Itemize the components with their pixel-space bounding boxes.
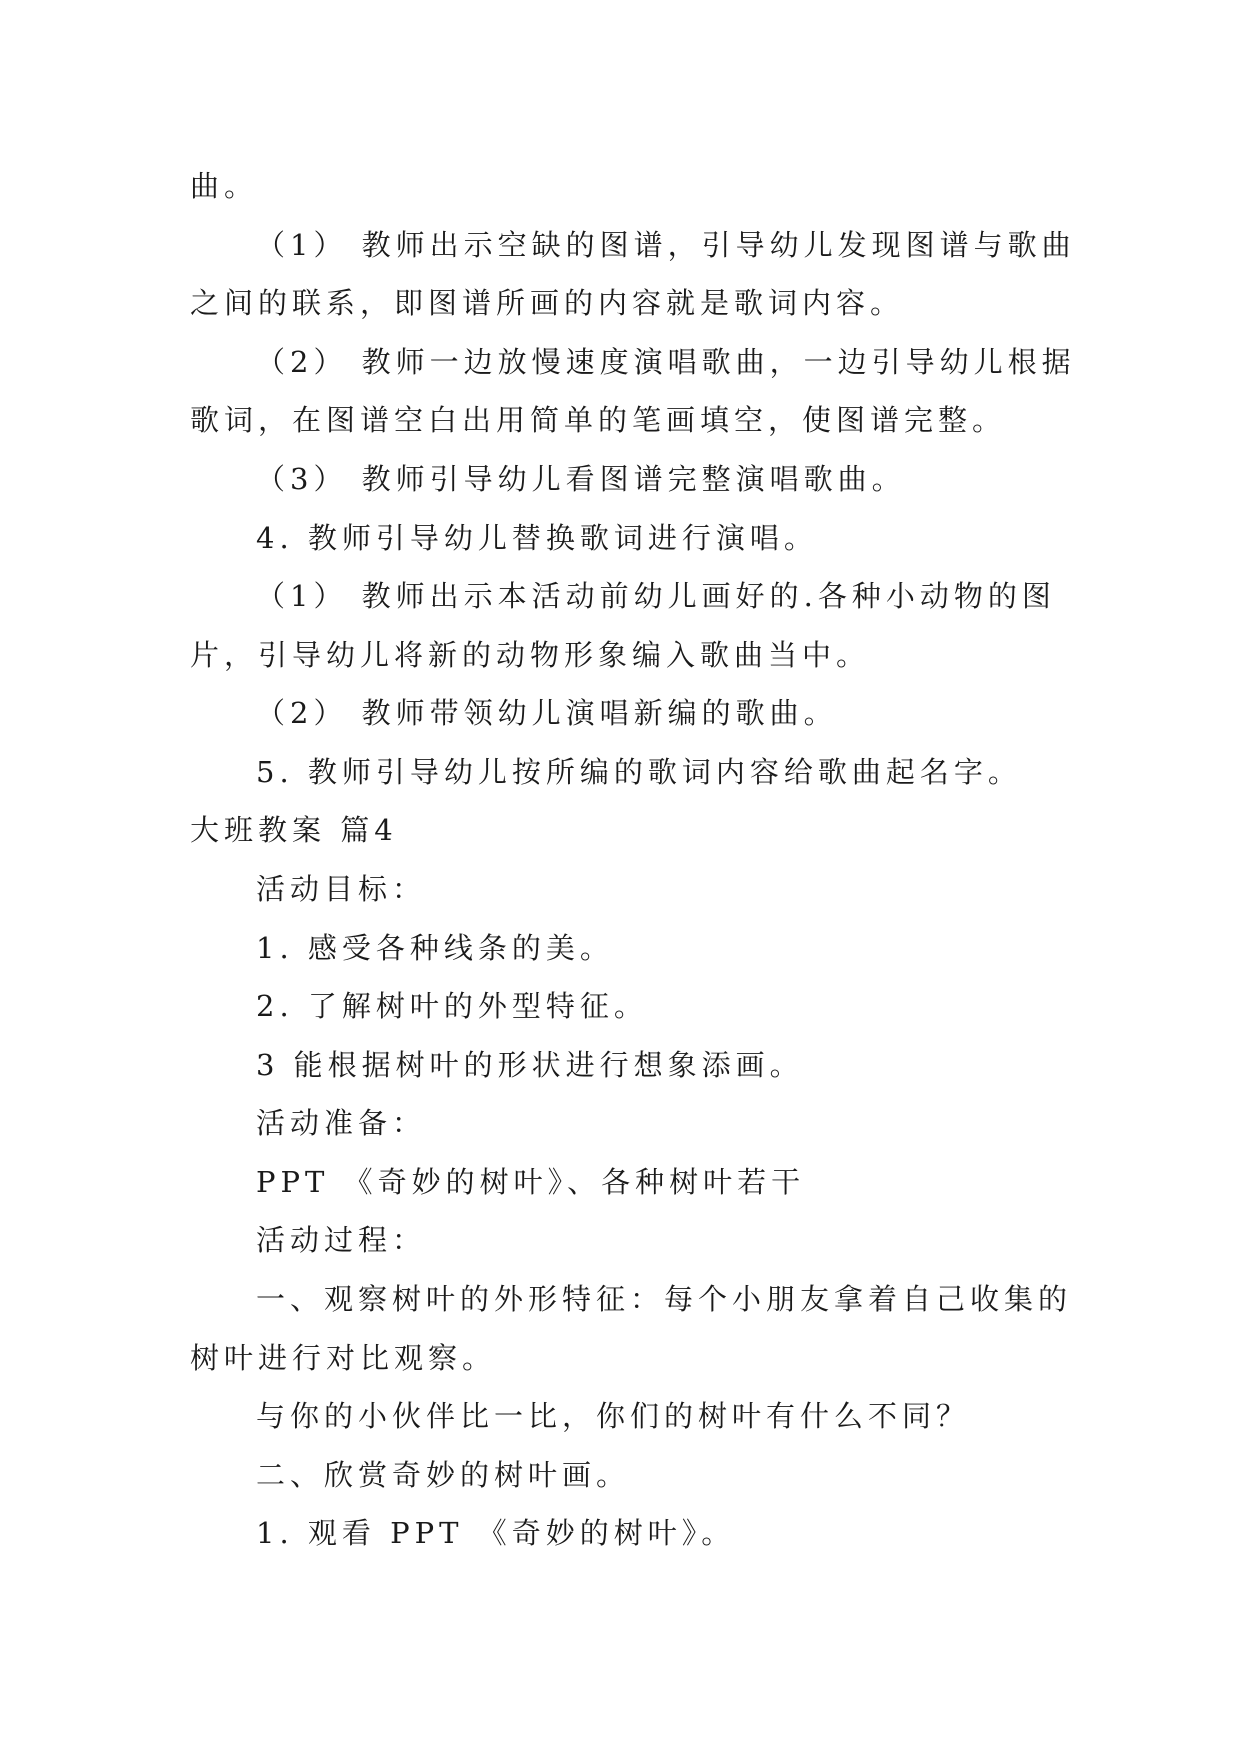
section-heading: 大班教案 篇4 xyxy=(190,813,398,847)
paragraph-line: 4. 教师引导幼儿替换歌词进行演唱。 xyxy=(256,521,818,555)
paragraph-line: 与你的小伙伴比一比，你们的树叶有什么不同？ xyxy=(256,1399,971,1433)
paragraph-line: 活动目标： xyxy=(256,872,427,906)
paragraph-line: 歌词，在图谱空白出用简单的笔画填空，使图谱完整。 xyxy=(190,403,1007,437)
paragraph-line: PPT 《奇妙的树叶》、各种树叶若干 xyxy=(256,1165,806,1199)
paragraph-line: （1） 教师出示空缺的图谱，引导幼儿发现图谱与歌曲 xyxy=(256,228,1076,262)
paragraph-line: 之间的联系，即图谱所画的内容就是歌词内容。 xyxy=(190,286,905,320)
paragraph-line: 二、欣赏奇妙的树叶画。 xyxy=(256,1458,631,1492)
paragraph-line: 曲。 xyxy=(190,169,259,203)
paragraph-line: 5. 教师引导幼儿按所编的歌词内容给歌曲起名字。 xyxy=(256,755,1022,789)
paragraph-line: 1. 感受各种线条的美。 xyxy=(256,931,614,965)
paragraph-line: （2） 教师一边放慢速度演唱歌曲，一边引导幼儿根据 xyxy=(256,345,1076,379)
paragraph-line: 3 能根据树叶的形状进行想象添画。 xyxy=(256,1048,804,1082)
paragraph-line: 一、观察树叶的外形特征：每个小朋友拿着自己收集的 xyxy=(256,1282,1073,1316)
paragraph-line: 1. 观看 PPT 《奇妙的树叶》。 xyxy=(256,1516,736,1550)
paragraph-line: 片，引导幼儿将新的动物形象编入歌曲当中。 xyxy=(190,638,871,672)
paragraph-line: 活动过程： xyxy=(256,1223,427,1257)
paragraph-line: 活动准备： xyxy=(256,1106,427,1140)
paragraph-line: （3） 教师引导幼儿看图谱完整演唱歌曲。 xyxy=(256,462,906,496)
paragraph-line: （1） 教师出示本活动前幼儿画好的.各种小动物的图 xyxy=(256,579,1056,613)
paragraph-line: 2. 了解树叶的外型特征。 xyxy=(256,989,648,1023)
paragraph-line: 树叶进行对比观察。 xyxy=(190,1341,497,1375)
paragraph-line: （2） 教师带领幼儿演唱新编的歌曲。 xyxy=(256,696,838,730)
